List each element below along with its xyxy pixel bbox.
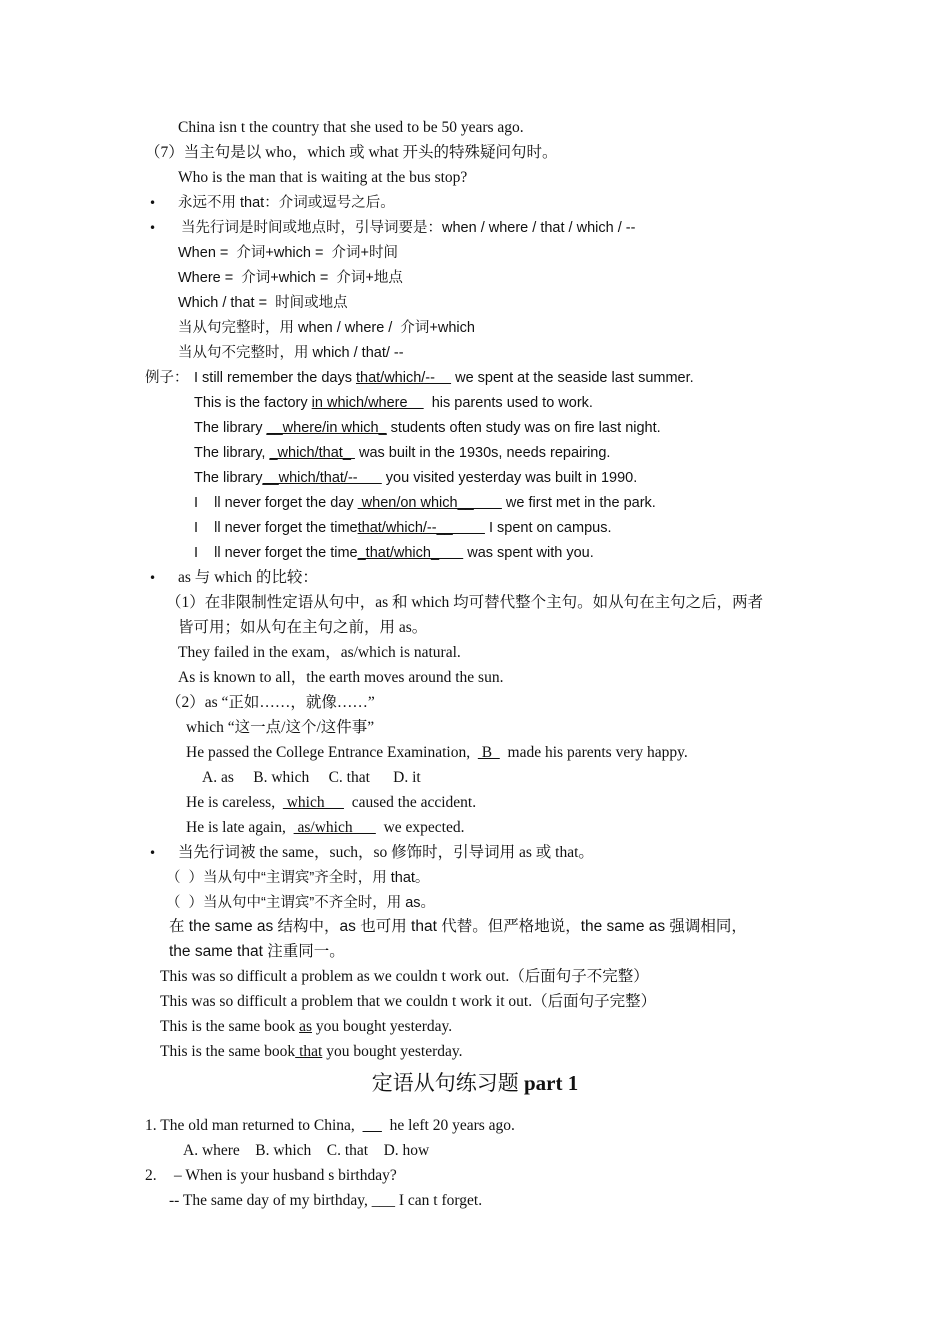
text-line: Which / that = 时间或地点 (178, 295, 348, 311)
text-line: Where = 介词+which = 介词+地点 (178, 270, 403, 286)
answer-blank (363, 1117, 382, 1134)
text-line: 当先行词是时间或地点时，引导词要是：when / where / that / which / -- (181, 220, 636, 236)
example-sentence: The library __where/in which_ students often study was on fire last night. (194, 420, 661, 436)
text-line: This was so difficult a problem that we couldn t work it out.（后面句子完整） (160, 993, 657, 1010)
example-sentence: The library, _which/that_ was built in the 1930s, needs repairing. (194, 445, 611, 461)
text-line: As is known to all，the earth moves around the sun. (178, 669, 504, 686)
answer-blank: as/which (293, 819, 376, 836)
text-line: 永远不用 that：介词或逗号之后。 (178, 195, 395, 211)
answer-blank: _which/that_ (269, 445, 355, 461)
answer-blank: _that/which_ (357, 545, 464, 561)
text-line: 皆可用；如从句在主句之前，用 as。 (178, 619, 428, 636)
question: He is late again, as/which we expected. (186, 819, 465, 836)
text-line: （ ）当从句中“主谓宾”齐全时，用 that。 (166, 870, 430, 886)
bullet-icon: • (149, 846, 157, 860)
question-options: A. where B. which C. that D. how (183, 1142, 430, 1159)
exercise-question: -- The same day of my birthday, ___ I can t forget. (169, 1192, 483, 1209)
answer-blank: that/which/--__ (357, 520, 485, 536)
answer-blank: which (282, 794, 344, 811)
section-heading: 当先行词被 the same，such，so 修饰时，引导词用 as 或 that。 (178, 844, 594, 861)
exercise-question: – When is your husband s birthday? (174, 1167, 397, 1184)
text-line: which “这一点/这个/这件事” (186, 719, 375, 736)
bullet-icon: • (149, 196, 157, 210)
text-line: They failed in the exam，as/which is natural. (178, 644, 461, 661)
text-line: This is the same book that you bought yesterday. (160, 1043, 463, 1060)
answer-blank: B (477, 744, 500, 761)
text-line: 当从句完整时，用 when / where / 介词+which (178, 320, 475, 336)
question: He is careless, which caused the accident. (186, 794, 477, 811)
text-line: 当从句不完整时，用 which / that/ -- (178, 345, 404, 361)
example-sentence: The library__which/that/-- you visited yesterday was built in 1990. (194, 470, 638, 486)
text-line: Who is the man that is waiting at the bus stop? (178, 169, 468, 186)
text-line: When = 介词+which = 介词+时间 (178, 245, 398, 261)
question-options: A. as B. which C. that D. it (202, 769, 421, 786)
text-line: （1）在非限制性定语从句中，as 和 which 均可替代整个主句。如从句在主句之后，两者 (166, 594, 764, 611)
text-line: 在 the same as 结构中，as 也可用 that 代替。但严格地说，the same as 强调相同， (169, 918, 747, 935)
answer-blank: that/which/-- (355, 370, 452, 386)
text-line: （2）as “正如……，就像……” (166, 694, 375, 711)
section-title: 定语从句练习题 part 1 (371, 1071, 579, 1095)
bullet-icon: • (149, 221, 157, 235)
text-line: the same that 注重同一。 (169, 943, 345, 960)
answer-blank: in which/where (311, 395, 424, 411)
example-label: 例子： (145, 370, 189, 386)
text-line: This is the same book as you bought yesterday. (160, 1018, 453, 1035)
example-sentence: I ll never forget the day when/on which__ we first met in the park. (194, 495, 656, 511)
text-line: This was so difficult a problem as we couldn t work out.（后面句子不完整） (160, 968, 649, 985)
text-line: China isn t the country that she used to be 50 years ago. (178, 119, 524, 136)
exercise-question: 1. The old man returned to China, he left 20 years ago. (145, 1117, 515, 1134)
example-sentence: I still remember the days that/which/-- we spent at the seaside last summer. (194, 370, 694, 386)
answer-blank: __which/that/-- (262, 470, 382, 486)
text-line: （ ）当从句中“主谓宾”不齐全时，用 as。 (166, 895, 436, 911)
answer-blank: when/on which__ (357, 495, 502, 511)
bullet-icon: • (149, 571, 157, 585)
text-line: （7）当主句是以 who，which 或 what 开头的特殊疑问句时。 (145, 144, 558, 161)
answer-blank: as (299, 1018, 312, 1035)
section-heading: as 与 which 的比较： (178, 569, 318, 586)
answer-blank: that (295, 1043, 323, 1060)
example-sentence: I ll never forget the time_that/which_ was spent with you. (194, 545, 594, 561)
example-sentence: I ll never forget the timethat/which/--__ I spent on campus. (194, 520, 612, 536)
exercise-number: 2. (145, 1167, 157, 1184)
question: He passed the College Entrance Examination, B made his parents very happy. (186, 744, 688, 761)
example-sentence: This is the factory in which/where his parents used to work. (194, 395, 593, 411)
answer-blank: __where/in which_ (266, 420, 387, 436)
